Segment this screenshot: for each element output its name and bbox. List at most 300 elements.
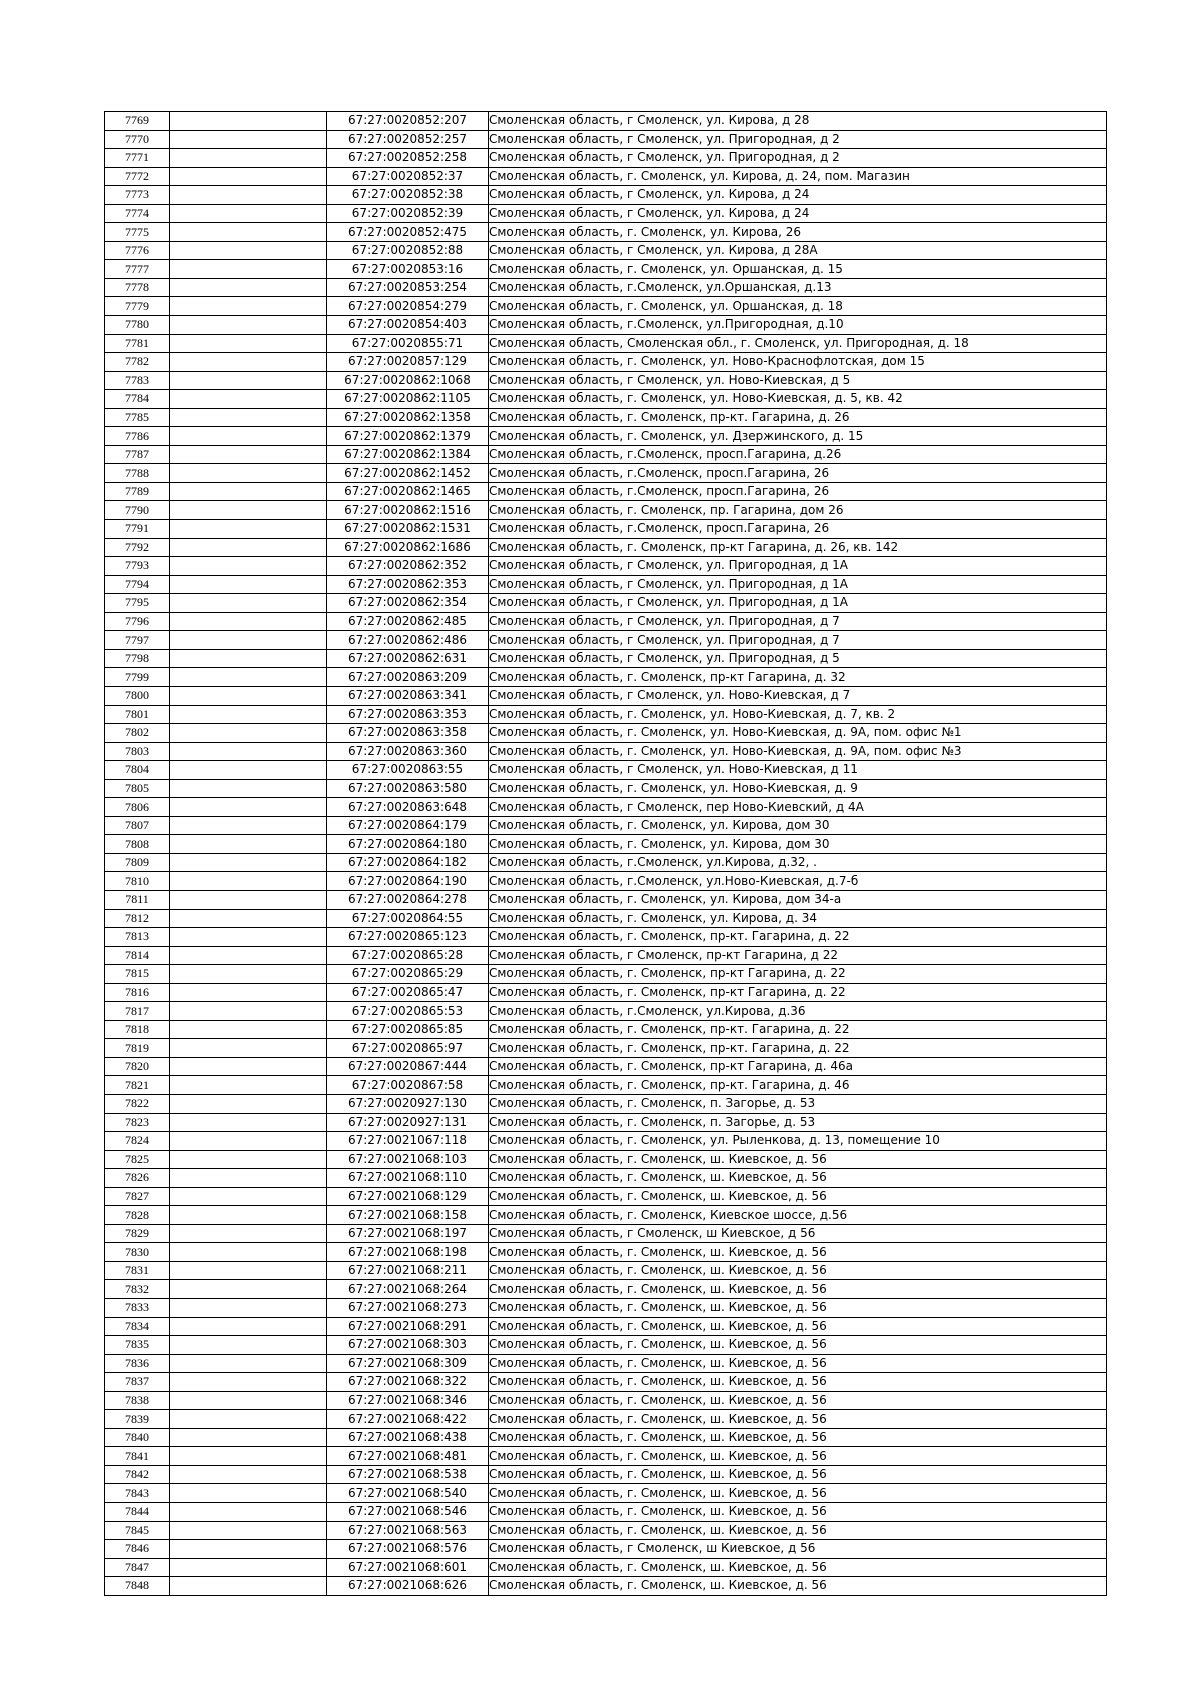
empty-cell	[170, 1577, 327, 1596]
empty-cell	[170, 649, 327, 668]
empty-cell	[170, 668, 327, 687]
row-number-cell: 7822	[105, 1094, 170, 1113]
address-cell: Смоленская область, г Смоленск, ул. Пригородная, д 1А	[489, 557, 1107, 576]
table-row	[105, 482, 1107, 501]
address-cell: Смоленская область, г. Смоленск, ш. Киевское, д. 56	[489, 1484, 1107, 1503]
cadastral-number-cell: 67:27:0021068:273	[327, 1299, 489, 1318]
table-row	[105, 1020, 1107, 1039]
cadastral-number-cell: 67:27:0021068:563	[327, 1521, 489, 1540]
empty-cell	[170, 520, 327, 539]
address-cell: Смоленская область, г. Смоленск, ул. Ново-Киевская, д. 9А, пом. офис №3	[489, 742, 1107, 761]
empty-cell	[170, 724, 327, 743]
row-number-cell: 7769	[105, 112, 170, 131]
address-cell: Смоленская область, г Смоленск, ш Киевское, д 56	[489, 1224, 1107, 1243]
cadastral-number-cell: 67:27:0021068:110	[327, 1169, 489, 1188]
row-number-cell: 7773	[105, 186, 170, 205]
empty-cell	[170, 612, 327, 631]
row-number-cell: 7794	[105, 575, 170, 594]
table-row	[105, 631, 1107, 650]
address-cell: Смоленская область, г. Смоленск, пр-кт Гагарина, д. 32	[489, 668, 1107, 687]
table-row	[105, 575, 1107, 594]
address-cell: Смоленская область, г Смоленск, ул. Пригородная, д 2	[489, 130, 1107, 149]
cadastral-number-cell: 67:27:0020852:37	[327, 167, 489, 186]
address-cell: Смоленская область, г. Смоленск, ш. Киевское, д. 56	[489, 1150, 1107, 1169]
empty-cell	[170, 241, 327, 260]
row-number-cell: 7776	[105, 241, 170, 260]
cadastral-number-cell: 67:27:0021068:129	[327, 1187, 489, 1206]
table-row	[105, 501, 1107, 520]
cadastral-number-cell: 67:27:0020852:257	[327, 130, 489, 149]
address-cell: Смоленская область, г Смоленск, ул. Ново-Киевская, д 11	[489, 761, 1107, 780]
address-cell: Смоленская область, г.Смоленск, ул.Кирова, д.32, .	[489, 853, 1107, 872]
row-number-cell: 7836	[105, 1354, 170, 1373]
table-row	[105, 1447, 1107, 1466]
empty-cell	[170, 316, 327, 335]
cadastral-number-cell: 67:27:0021068:422	[327, 1410, 489, 1429]
table-row	[105, 1206, 1107, 1225]
empty-cell	[170, 167, 327, 186]
cadastral-number-cell: 67:27:0020865:123	[327, 928, 489, 947]
empty-cell	[170, 928, 327, 947]
cadastral-number-cell: 67:27:0021068:303	[327, 1336, 489, 1355]
cadastral-number-cell: 67:27:0021068:576	[327, 1540, 489, 1559]
table-row	[105, 1150, 1107, 1169]
empty-cell	[170, 1206, 327, 1225]
address-cell: Смоленская область, г Смоленск, ул. Кирова, д 24	[489, 186, 1107, 205]
address-cell: Смоленская область, г.Смоленск, просп.Гагарина, 26	[489, 482, 1107, 501]
row-number-cell: 7827	[105, 1187, 170, 1206]
row-number-cell: 7781	[105, 334, 170, 353]
row-number-cell: 7819	[105, 1039, 170, 1058]
table-row	[105, 538, 1107, 557]
row-number-cell: 7820	[105, 1057, 170, 1076]
cadastral-number-cell: 67:27:0020865:53	[327, 1002, 489, 1021]
table-row	[105, 557, 1107, 576]
empty-cell	[170, 779, 327, 798]
address-cell: Смоленская область, г.Смоленск, ул.Кирова, д.36	[489, 1002, 1107, 1021]
row-number-cell: 7826	[105, 1169, 170, 1188]
empty-cell	[170, 742, 327, 761]
table-row	[105, 204, 1107, 223]
address-cell: Смоленская область, г. Смоленск, ул. Ново-Киевская, д. 7, кв. 2	[489, 705, 1107, 724]
cadastral-number-cell: 67:27:0020863:358	[327, 724, 489, 743]
cadastral-number-cell: 67:27:0021068:198	[327, 1243, 489, 1262]
cadastral-number-cell: 67:27:0021068:197	[327, 1224, 489, 1243]
row-number-cell: 7799	[105, 668, 170, 687]
row-number-cell: 7787	[105, 445, 170, 464]
row-number-cell: 7795	[105, 594, 170, 613]
table-row	[105, 241, 1107, 260]
row-number-cell: 7821	[105, 1076, 170, 1095]
empty-cell	[170, 1521, 327, 1540]
address-cell: Смоленская область, г.Смоленск, просп.Гагарина, д.26	[489, 445, 1107, 464]
row-number-cell: 7818	[105, 1020, 170, 1039]
empty-cell	[170, 482, 327, 501]
table-row	[105, 1224, 1107, 1243]
empty-cell	[170, 538, 327, 557]
table-row	[105, 1002, 1107, 1021]
row-number-cell: 7845	[105, 1521, 170, 1540]
cadastral-number-cell: 67:27:0020862:631	[327, 649, 489, 668]
address-cell: Смоленская область, г. Смоленск, пр-кт Гагарина, д. 22	[489, 983, 1107, 1002]
empty-cell	[170, 1261, 327, 1280]
address-cell: Смоленская область, г. Смоленск, ш. Киевское, д. 56	[489, 1558, 1107, 1577]
empty-cell	[170, 130, 327, 149]
address-cell: Смоленская область, г. Смоленск, ш. Киевское, д. 56	[489, 1243, 1107, 1262]
row-number-cell: 7800	[105, 686, 170, 705]
cadastral-number-cell: 67:27:0020864:182	[327, 853, 489, 872]
row-number-cell: 7802	[105, 724, 170, 743]
cadastral-number-cell: 67:27:0020863:648	[327, 798, 489, 817]
empty-cell	[170, 427, 327, 446]
empty-cell	[170, 1150, 327, 1169]
row-number-cell: 7838	[105, 1391, 170, 1410]
empty-cell	[170, 1002, 327, 1021]
row-number-cell: 7783	[105, 371, 170, 390]
cadastral-number-cell: 67:27:0020852:88	[327, 241, 489, 260]
empty-cell	[170, 1465, 327, 1484]
address-cell: Смоленская область, г. Смоленск, пр-кт. Гагарина, д. 22	[489, 928, 1107, 947]
row-number-cell: 7808	[105, 835, 170, 854]
row-number-cell: 7811	[105, 890, 170, 909]
table-row	[105, 1113, 1107, 1132]
address-cell: Смоленская область, г. Смоленск, ул. Кирова, дом 30	[489, 835, 1107, 854]
table-row	[105, 223, 1107, 242]
address-cell: Смоленская область, г. Смоленск, ш. Киевское, д. 56	[489, 1373, 1107, 1392]
row-number-cell: 7817	[105, 1002, 170, 1021]
row-number-cell: 7772	[105, 167, 170, 186]
row-number-cell: 7771	[105, 149, 170, 168]
empty-cell	[170, 705, 327, 724]
row-number-cell: 7829	[105, 1224, 170, 1243]
address-cell: Смоленская область, г Смоленск, ул. Пригородная, д 2	[489, 149, 1107, 168]
cadastral-number-cell: 67:27:0021068:264	[327, 1280, 489, 1299]
empty-cell	[170, 909, 327, 928]
address-cell: Смоленская область, г. Смоленск, пр-кт. Гагарина, д. 22	[489, 1020, 1107, 1039]
cadastral-number-cell: 67:27:0020862:1686	[327, 538, 489, 557]
row-number-cell: 7782	[105, 353, 170, 372]
cadastral-number-cell: 67:27:0021068:158	[327, 1206, 489, 1225]
cadastral-number-cell: 67:27:0020855:71	[327, 334, 489, 353]
cadastral-number-cell: 67:27:0020862:354	[327, 594, 489, 613]
cadastral-number-cell: 67:27:0020852:39	[327, 204, 489, 223]
table-row	[105, 408, 1107, 427]
empty-cell	[170, 1391, 327, 1410]
row-number-cell: 7784	[105, 390, 170, 409]
row-number-cell: 7789	[105, 482, 170, 501]
cadastral-number-cell: 67:27:0020865:29	[327, 965, 489, 984]
table-row	[105, 1132, 1107, 1151]
table-row	[105, 983, 1107, 1002]
empty-cell	[170, 278, 327, 297]
row-number-cell: 7824	[105, 1132, 170, 1151]
row-number-cell: 7835	[105, 1336, 170, 1355]
registry-table-body	[105, 112, 1107, 1596]
table-row	[105, 909, 1107, 928]
address-cell: Смоленская область, г. Смоленск, ш. Киевское, д. 56	[489, 1261, 1107, 1280]
address-cell: Смоленская область, г. Смоленск, ш. Киевское, д. 56	[489, 1354, 1107, 1373]
address-cell: Смоленская область, г.Смоленск, просп.Гагарина, 26	[489, 464, 1107, 483]
table-row	[105, 1243, 1107, 1262]
table-row	[105, 1261, 1107, 1280]
empty-cell	[170, 761, 327, 780]
empty-cell	[170, 1169, 327, 1188]
address-cell: Смоленская область, г. Смоленск, пр-кт Гагарина, д. 26, кв. 142	[489, 538, 1107, 557]
empty-cell	[170, 1094, 327, 1113]
cadastral-number-cell: 67:27:0020865:97	[327, 1039, 489, 1058]
table-row	[105, 353, 1107, 372]
cadastral-number-cell: 67:27:0021068:540	[327, 1484, 489, 1503]
cadastral-number-cell: 67:27:0020862:1358	[327, 408, 489, 427]
row-number-cell: 7790	[105, 501, 170, 520]
table-row	[105, 1373, 1107, 1392]
address-cell: Смоленская область, г. Смоленск, ш. Киевское, д. 56	[489, 1187, 1107, 1206]
cadastral-number-cell: 67:27:0020853:254	[327, 278, 489, 297]
row-number-cell: 7825	[105, 1150, 170, 1169]
cadastral-number-cell: 67:27:0020854:279	[327, 297, 489, 316]
address-cell: Смоленская область, г Смоленск, пер Ново-Киевский, д 4А	[489, 798, 1107, 817]
empty-cell	[170, 1132, 327, 1151]
row-number-cell: 7779	[105, 297, 170, 316]
table-row	[105, 835, 1107, 854]
row-number-cell: 7839	[105, 1410, 170, 1429]
cadastral-number-cell: 67:27:0021068:481	[327, 1447, 489, 1466]
cadastral-number-cell: 67:27:0020862:1379	[327, 427, 489, 446]
empty-cell	[170, 445, 327, 464]
address-cell: Смоленская область, г. Смоленск, ш. Киевское, д. 56	[489, 1465, 1107, 1484]
table-row	[105, 1428, 1107, 1447]
cadastral-number-cell: 67:27:0021068:546	[327, 1503, 489, 1522]
empty-cell	[170, 983, 327, 1002]
address-cell: Смоленская область, г. Смоленск, ул. Ново-Краснофлотская, дом 15	[489, 353, 1107, 372]
empty-cell	[170, 501, 327, 520]
table-row	[105, 1076, 1107, 1095]
table-row	[105, 1094, 1107, 1113]
table-row	[105, 853, 1107, 872]
address-cell: Смоленская область, г. Смоленск, ул. Ново-Киевская, д. 5, кв. 42	[489, 390, 1107, 409]
table-row	[105, 1187, 1107, 1206]
cadastral-number-cell: 67:27:0020864:179	[327, 816, 489, 835]
address-cell: Смоленская область, г Смоленск, ул. Пригородная, д 7	[489, 631, 1107, 650]
empty-cell	[170, 390, 327, 409]
empty-cell	[170, 1243, 327, 1262]
row-number-cell: 7830	[105, 1243, 170, 1262]
address-cell: Смоленская область, г. Смоленск, ул. Кирова, д. 34	[489, 909, 1107, 928]
address-cell: Смоленская область, г. Смоленск, ш. Киевское, д. 56	[489, 1447, 1107, 1466]
address-cell: Смоленская область, г. Смоленск, ул. Кирова, дом 34-а	[489, 890, 1107, 909]
cadastral-number-cell: 67:27:0020867:58	[327, 1076, 489, 1095]
empty-cell	[170, 408, 327, 427]
registry-table	[104, 111, 1107, 1596]
table-row	[105, 1391, 1107, 1410]
table-row	[105, 1317, 1107, 1336]
cadastral-number-cell: 67:27:0021068:322	[327, 1373, 489, 1392]
table-row	[105, 668, 1107, 687]
empty-cell	[170, 223, 327, 242]
row-number-cell: 7848	[105, 1577, 170, 1596]
cadastral-number-cell: 67:27:0020864:55	[327, 909, 489, 928]
address-cell: Смоленская область, г. Смоленск, пр-кт Гагарина, д. 46а	[489, 1057, 1107, 1076]
address-cell: Смоленская область, г. Смоленск, ул. Ново-Киевская, д. 9А, пом. офис №1	[489, 724, 1107, 743]
empty-cell	[170, 1224, 327, 1243]
empty-cell	[170, 557, 327, 576]
table-row	[105, 612, 1107, 631]
address-cell: Смоленская область, г Смоленск, ул. Кирова, д 28А	[489, 241, 1107, 260]
table-row	[105, 1558, 1107, 1577]
empty-cell	[170, 946, 327, 965]
table-row	[105, 149, 1107, 168]
empty-cell	[170, 798, 327, 817]
table-row	[105, 816, 1107, 835]
cadastral-number-cell: 67:27:0020862:1384	[327, 445, 489, 464]
cadastral-number-cell: 67:27:0020927:131	[327, 1113, 489, 1132]
row-number-cell: 7797	[105, 631, 170, 650]
address-cell: Смоленская область, г. Смоленск, ул. Дзержинского, д. 15	[489, 427, 1107, 446]
address-cell: Смоленская область, г Смоленск, пр-кт Гагарина, д 22	[489, 946, 1107, 965]
address-cell: Смоленская область, г. Смоленск, ул. Кирова, д. 24, пом. Магазин	[489, 167, 1107, 186]
cadastral-number-cell: 67:27:0020863:55	[327, 761, 489, 780]
cadastral-number-cell: 67:27:0021068:211	[327, 1261, 489, 1280]
empty-cell	[170, 686, 327, 705]
table-row	[105, 167, 1107, 186]
empty-cell	[170, 1540, 327, 1559]
empty-cell	[170, 1280, 327, 1299]
cadastral-number-cell: 67:27:0020862:1105	[327, 390, 489, 409]
empty-cell	[170, 1076, 327, 1095]
empty-cell	[170, 260, 327, 279]
row-number-cell: 7847	[105, 1558, 170, 1577]
row-number-cell: 7786	[105, 427, 170, 446]
address-cell: Смоленская область, г. Смоленск, ш. Киевское, д. 56	[489, 1410, 1107, 1429]
row-number-cell: 7785	[105, 408, 170, 427]
address-cell: Смоленская область, г. Смоленск, ш. Киевское, д. 56	[489, 1317, 1107, 1336]
table-row	[105, 371, 1107, 390]
cadastral-number-cell: 67:27:0021068:346	[327, 1391, 489, 1410]
table-row	[105, 928, 1107, 947]
empty-cell	[170, 835, 327, 854]
table-row	[105, 1577, 1107, 1596]
row-number-cell: 7816	[105, 983, 170, 1002]
table-row	[105, 1336, 1107, 1355]
empty-cell	[170, 1336, 327, 1355]
address-cell: Смоленская область, г Смоленск, ул. Пригородная, д 1А	[489, 575, 1107, 594]
cadastral-number-cell: 67:27:0020865:85	[327, 1020, 489, 1039]
address-cell: Смоленская область, г. Смоленск, ул. Рыленкова, д. 13, помещение 10	[489, 1132, 1107, 1151]
row-number-cell: 7780	[105, 316, 170, 335]
address-cell: Смоленская область, г. Смоленск, ш. Киевское, д. 56	[489, 1577, 1107, 1596]
row-number-cell: 7792	[105, 538, 170, 557]
row-number-cell: 7805	[105, 779, 170, 798]
cadastral-number-cell: 67:27:0020863:353	[327, 705, 489, 724]
address-cell: Смоленская область, г Смоленск, ул. Пригородная, д 5	[489, 649, 1107, 668]
empty-cell	[170, 816, 327, 835]
table-row	[105, 1354, 1107, 1373]
empty-cell	[170, 853, 327, 872]
empty-cell	[170, 204, 327, 223]
cadastral-number-cell: 67:27:0020862:486	[327, 631, 489, 650]
empty-cell	[170, 1187, 327, 1206]
table-row	[105, 112, 1107, 131]
address-cell: Смоленская область, г. Смоленск, пр-кт. Гагарина, д. 26	[489, 408, 1107, 427]
table-row	[105, 1039, 1107, 1058]
empty-cell	[170, 1299, 327, 1318]
empty-cell	[170, 1354, 327, 1373]
table-row	[105, 761, 1107, 780]
cadastral-number-cell: 67:27:0020864:278	[327, 890, 489, 909]
table-row	[105, 390, 1107, 409]
table-row	[105, 779, 1107, 798]
table-row	[105, 946, 1107, 965]
table-row	[105, 1484, 1107, 1503]
empty-cell	[170, 1428, 327, 1447]
row-number-cell: 7796	[105, 612, 170, 631]
address-cell: Смоленская область, г. Смоленск, пр-кт. Гагарина, д. 46	[489, 1076, 1107, 1095]
table-row	[105, 1410, 1107, 1429]
table-row	[105, 334, 1107, 353]
row-number-cell: 7842	[105, 1465, 170, 1484]
address-cell: Смоленская область, г Смоленск, ш Киевское, д 56	[489, 1540, 1107, 1559]
cadastral-number-cell: 67:27:0021068:626	[327, 1577, 489, 1596]
cadastral-number-cell: 67:27:0020862:1068	[327, 371, 489, 390]
cadastral-number-cell: 67:27:0021067:118	[327, 1132, 489, 1151]
empty-cell	[170, 1447, 327, 1466]
cadastral-number-cell: 67:27:0020863:341	[327, 686, 489, 705]
empty-cell	[170, 1373, 327, 1392]
row-number-cell: 7803	[105, 742, 170, 761]
row-number-cell: 7831	[105, 1261, 170, 1280]
cadastral-number-cell: 67:27:0020857:129	[327, 353, 489, 372]
row-number-cell: 7812	[105, 909, 170, 928]
table-row	[105, 798, 1107, 817]
address-cell: Смоленская область, г Смоленск, ул. Ново-Киевская, д 7	[489, 686, 1107, 705]
address-cell: Смоленская область, г.Смоленск, просп.Гагарина, 26	[489, 520, 1107, 539]
empty-cell	[170, 965, 327, 984]
cadastral-number-cell: 67:27:0020863:209	[327, 668, 489, 687]
table-row	[105, 649, 1107, 668]
row-number-cell: 7806	[105, 798, 170, 817]
address-cell: Смоленская область, г. Смоленск, ул. Кирова, дом 30	[489, 816, 1107, 835]
table-row	[105, 742, 1107, 761]
empty-cell	[170, 872, 327, 891]
row-number-cell: 7798	[105, 649, 170, 668]
address-cell: Смоленская область, г. Смоленск, ул. Оршанская, д. 18	[489, 297, 1107, 316]
address-cell: Смоленская область, г Смоленск, ул. Кирова, д 24	[489, 204, 1107, 223]
cadastral-number-cell: 67:27:0021068:291	[327, 1317, 489, 1336]
address-cell: Смоленская область, г. Смоленск, ул. Кирова, 26	[489, 223, 1107, 242]
table-row	[105, 1465, 1107, 1484]
cadastral-number-cell: 67:27:0020862:352	[327, 557, 489, 576]
row-number-cell: 7813	[105, 928, 170, 947]
cadastral-number-cell: 67:27:0021068:309	[327, 1354, 489, 1373]
address-cell: Смоленская область, г. Смоленск, ул. Оршанская, д. 15	[489, 260, 1107, 279]
row-number-cell: 7837	[105, 1373, 170, 1392]
row-number-cell: 7834	[105, 1317, 170, 1336]
empty-cell	[170, 1558, 327, 1577]
table-row	[105, 1057, 1107, 1076]
empty-cell	[170, 464, 327, 483]
cadastral-number-cell: 67:27:0020862:1516	[327, 501, 489, 520]
table-row	[105, 278, 1107, 297]
address-cell: Смоленская область, г. Смоленск, Киевское шоссе, д.56	[489, 1206, 1107, 1225]
empty-cell	[170, 297, 327, 316]
address-cell: Смоленская область, Смоленская обл., г. Смоленск, ул. Пригородная, д. 18	[489, 334, 1107, 353]
row-number-cell: 7777	[105, 260, 170, 279]
table-row	[105, 316, 1107, 335]
cadastral-number-cell: 67:27:0020854:403	[327, 316, 489, 335]
table-row	[105, 965, 1107, 984]
address-cell: Смоленская область, г Смоленск, ул. Пригородная, д 7	[489, 612, 1107, 631]
table-row	[105, 872, 1107, 891]
